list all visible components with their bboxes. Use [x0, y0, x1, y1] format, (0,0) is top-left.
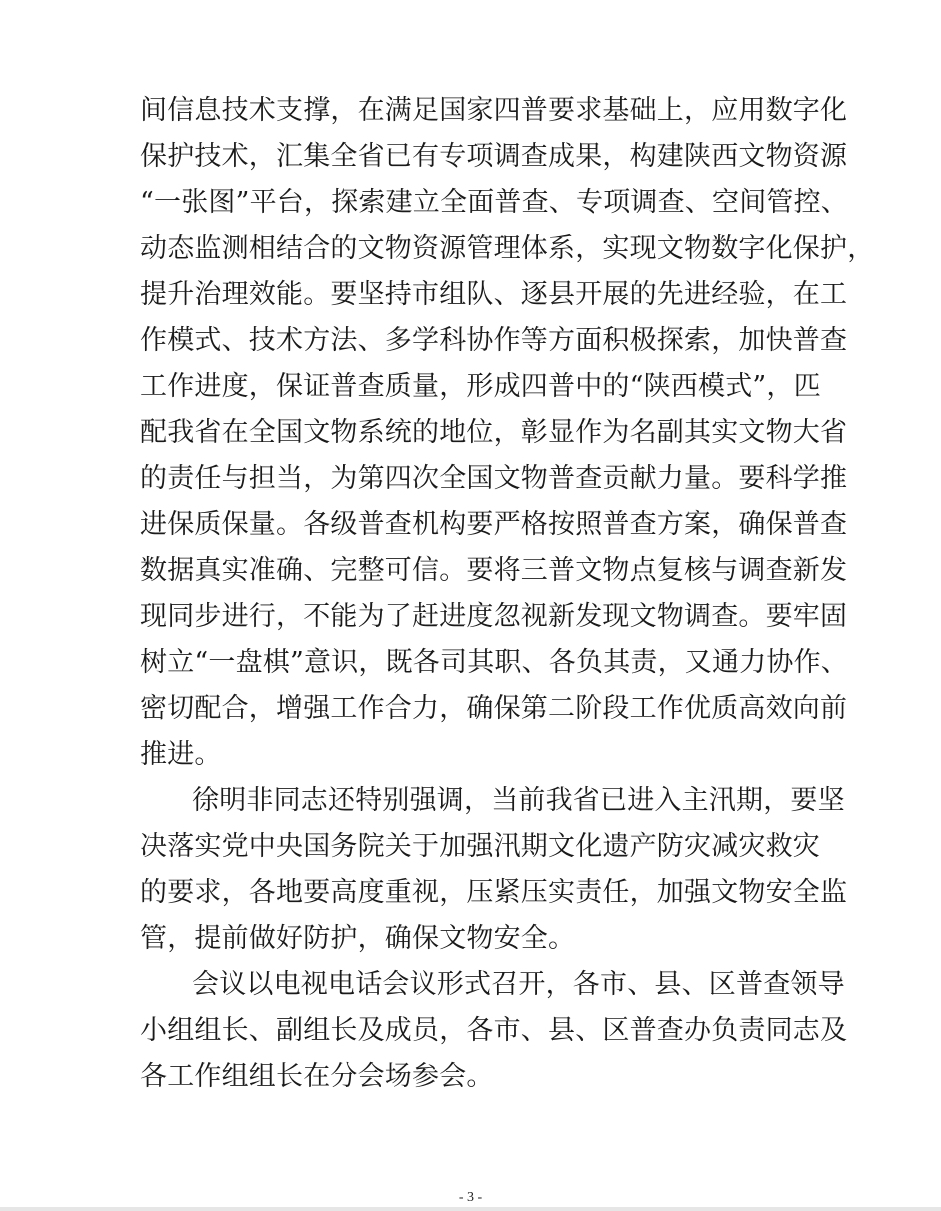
text-line: 保护技术，汇集全省已有专项调查成果，构建陕西文物资源	[140, 141, 848, 172]
body-text	[140, 88, 875, 1100]
text-line: “一张图”平台，探索建立全面普查、专项调查、空间管控、	[140, 187, 849, 218]
text-line: 推进。	[140, 739, 222, 770]
text-line: 决落实党中央国务院关于加强汛期文化遗产防灾减灾救灾	[140, 831, 820, 862]
text-line: 进保质保量。各级普查机构要严格按照普查方案，确保普查	[140, 509, 848, 540]
text-line: 工作进度，保证普查质量，形成四普中的“陕西模式”，匹	[140, 371, 821, 402]
paragraph-first-line: 会议以电视电话会议形式召开，各市、县、区普查领导	[192, 969, 845, 1000]
text-line: 间信息技术支撑，在满足国家四普要求基础上，应用数字化	[140, 95, 848, 126]
text-line: 动态监测相结合的文物资源管理体系，实现文物数字化保护，	[140, 233, 875, 264]
text-line: 的要求，各地要高度重视，压紧压实责任，加强文物安全监	[140, 877, 848, 908]
text-line: 数据真实准确、完整可信。要将三普文物点复核与调查新发	[140, 555, 848, 586]
text-line: 管，提前做好防护，确保文物安全。	[140, 923, 576, 954]
text-line: 现同步进行，不能为了赶进度忽视新发现文物调查。要牢固	[140, 601, 848, 632]
text-line: 作模式、技术方法、多学科协作等方面积极探索，加快普查	[140, 325, 848, 356]
text-line: 配我省在全国文物系统的地位，彰显作为名副其实文物大省	[140, 417, 848, 448]
page-number: - 3 -	[458, 1190, 483, 1205]
text-line: 树立“一盘棋”意识，既各司其职、各负其责，又通力协作、	[140, 647, 849, 678]
text-line: 小组组长、副组长及成员，各市、县、区普查办负责同志及	[140, 1015, 848, 1046]
text-line: 提升治理效能。要坚持市组队、逐县开展的先进经验，在工	[140, 279, 848, 310]
page-bottom-edge	[0, 1207, 941, 1211]
paragraph-first-line: 徐明非同志还特别强调，当前我省已进入主汛期，要坚	[192, 785, 845, 816]
text-line: 的责任与担当，为第四次全国文物普查贡献力量。要科学推	[140, 463, 848, 494]
text-line: 各工作组组长在分会场参会。	[140, 1061, 494, 1092]
text-line: 密切配合，增强工作合力，确保第二阶段工作优质高效向前	[140, 693, 848, 724]
